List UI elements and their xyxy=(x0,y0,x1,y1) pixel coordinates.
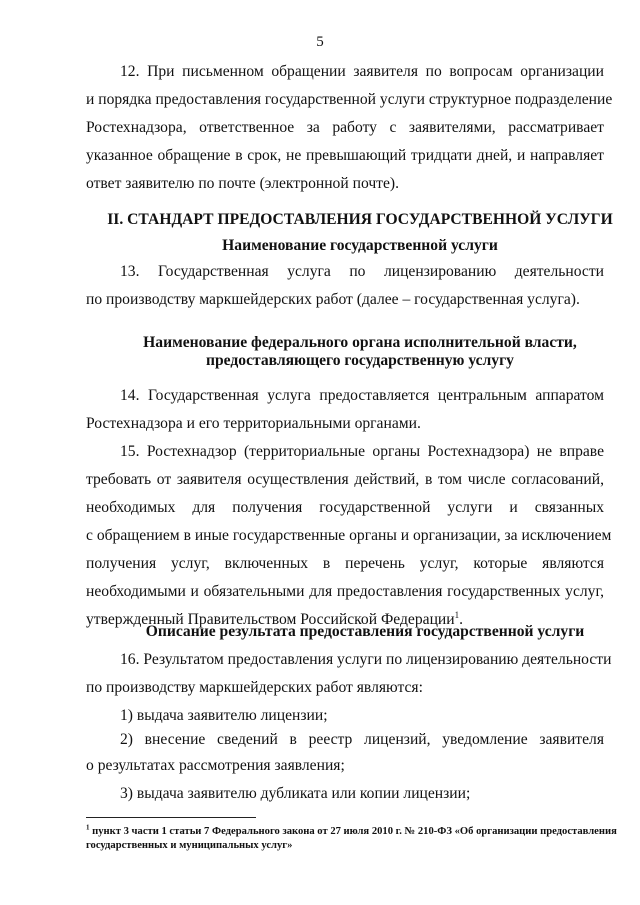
page-number: 5 xyxy=(316,34,324,50)
text-line: с обращением в иные государственные органы и организации, за исключением xyxy=(86,527,612,544)
text-fragment: утвержденный Правительством Российской Федерации xyxy=(86,611,455,628)
heading-result: Описание результата предоставления государственной услуги xyxy=(145,623,585,640)
footnote-line xyxy=(86,823,617,839)
heading-service-name: Наименование государственной услуги xyxy=(222,237,498,254)
footnote-line: государственных и муниципальных услуг» xyxy=(86,840,293,851)
text-line: 2) внесение сведений в реестр лицензий, уведомление заявителя xyxy=(120,731,604,748)
footnote-text: пункт 3 части 1 статьи 7 Федерального закона от 27 июля 2010 г. № 210-ФЗ «Об организации предоставления xyxy=(92,826,617,837)
text-line: получения услуг, включенных в перечень услуг, которые являются xyxy=(86,555,604,572)
text-line: 16. Результатом предоставления услуги по лицензированию деятельности xyxy=(120,651,612,668)
text-line: необходимыми и обязательными для предоставления государственных услуг, xyxy=(86,583,604,600)
text-line: 13. Государственная услуга по лицензированию деятельности xyxy=(120,263,604,280)
section-title: II. СТАНДАРТ ПРЕДОСТАВЛЕНИЯ ГОСУДАРСТВЕННОЙ УСЛУГИ xyxy=(107,211,613,228)
text-line: и порядка предоставления государственной услуги структурное подразделение xyxy=(86,91,613,108)
text-line: 12. При письменном обращении заявителя по вопросам организации xyxy=(120,63,604,80)
heading-authority-line: предоставляющего государственную услугу xyxy=(206,352,514,369)
text-line: требовать от заявителя осуществления действий, в том числе согласований, xyxy=(86,471,604,488)
text-line: по производству маркшейдерских работ являются: xyxy=(86,679,423,696)
heading-authority-line: Наименование федерального органа исполнительной власти, xyxy=(143,334,577,351)
text-line: указанное обращение в срок, не превышающий тридцати дней, и направляет xyxy=(86,147,604,164)
period: . xyxy=(459,611,464,628)
footnote-marker: 1 xyxy=(454,609,460,620)
text-line: Ростехнадзора, ответственное за работу с заявителями, рассматривает xyxy=(86,119,604,136)
text-line: о результатах рассмотрения заявления; xyxy=(86,757,345,774)
list-item-1: 1) выдача заявителю лицензии; xyxy=(120,707,328,724)
text-line: 14. Государственная услуга предоставляется центральным аппаратом xyxy=(120,387,604,404)
footnote-number: 1 xyxy=(86,823,90,832)
text-line: по производству маркшейдерских работ (далее – государственная услуга). xyxy=(86,291,580,308)
footnote-separator xyxy=(86,817,256,818)
text-line: необходимых для получения государственной услуги и связанных xyxy=(86,499,604,516)
text-line: Ростехнадзора и его территориальными органами. xyxy=(86,415,421,432)
text-line: ответ заявителю по почте (электронной почте). xyxy=(86,175,400,192)
text-line: 15. Ростехнадзор (территориальные органы Ростехнадзора) не вправе xyxy=(120,443,604,460)
list-item-3: 3) выдача заявителю дубликата или копии лицензии; xyxy=(120,785,471,802)
